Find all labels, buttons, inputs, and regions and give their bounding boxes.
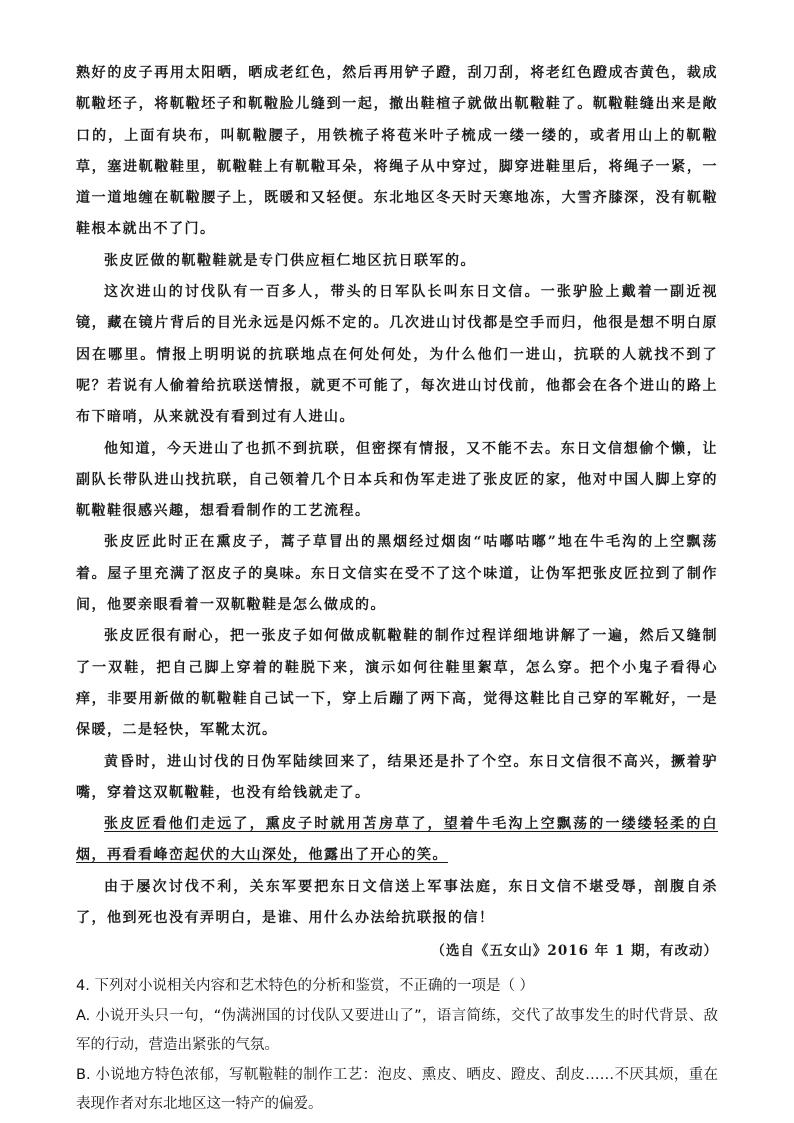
- source-citation: （选自《五女山》2016 年 1 期，有改动）: [431, 943, 718, 960]
- story-paragraph: 这次进山的讨伐队有一百多人，带头的日军队长叫东日文信。一张驴脸上戴着一副近视镜，藏在镜片背后的目光永远是闪烁不定的。几次进山讨伐都是空手而归，他很是想不明白原因在哪里。情报上明明说的抗联地点在何处何处，为什么他们一进山，抗联的人就找不到了呢？若说有人偷着给抗联送情报，就更不可能了，每次进山讨伐前，他都会在各个进山的路上布下暗哨，从来就没有看到过有人进山。: [76, 284, 718, 426]
- story-paragraph: 他知道，今天进山了也抓不到抗联，但密探有情报，又不能不去。东日文信想偷个懒，让副队长带队进山找抗联，自己领着几个日本兵和伪军走进了张皮匠的家，他对中国人脚上穿的靰鞡鞋很感兴趣，想看看制作的工艺流程。: [76, 440, 718, 520]
- story-paragraph: 由于屡次讨伐不利，关东军要把东日文信送上军事法庭，东日文信不堪受辱，剖腹自杀了，他到死也没有弄明白，是谁、用什么办法给抗联报的信！: [76, 878, 718, 927]
- question-option-a: A. 小说开头只一句，“伪满洲国的讨伐队又要进山了”，语言简练，交代了故事发生的时代背景、敌军的行动，营造出紧张的气氛。: [76, 1007, 718, 1054]
- question-stem: 4. 下列对小说相关内容和艺术特色的分析和鉴赏，不正确的一项是（ ）: [76, 978, 535, 995]
- question-4: [76, 972, 718, 1120]
- question-option-b: B. 小说地方特色浓郁，写靰鞡鞋的制作工艺：泡皮、熏皮、晒皮、蹬皮、刮皮……不厌其烦，重在表现作者对东北地区这一特产的偏爱。: [76, 1066, 718, 1113]
- story-paragraph: 张皮匠很有耐心，把一张皮子如何做成靰鞡鞋的制作过程详细地讲解了一遍，然后又缝制了一双鞋，把自己脚上穿着的鞋脱下来，演示如何往鞋里絮草，怎么穿。把个小鬼子看得心痒，非要用新做的靰鞡鞋自己试一下，穿上后蹦了两下高，觉得这鞋比自己穿的军靴好，一是保暖，二是轻快，军靴太沉。: [76, 628, 718, 739]
- story-paragraph-underlined: [76, 809, 718, 872]
- story-paragraph: 张皮匠此时正在熏皮子，蒿子草冒出的黑烟经过烟囱“咕嘟咕嘟”地在牛毛沟的上空飘荡着。屋子里充满了沤皮子的臭味。东日文信实在受不了这个味道，让伪军把张皮匠拉到了制作间，他要亲眼看着一双靰鞡鞋是怎么做成的。: [76, 534, 718, 614]
- story-excerpt: [76, 58, 718, 934]
- story-paragraph: 熟好的皮子再用太阳晒，晒成老红色，然后再用铲子蹬，刮刀刮，将老红色蹬成杏黄色，裁成靰鞡坯子，将靰鞡坯子和靰鞡脸儿缝到一起，撤出鞋楦子就做出靰鞡鞋了。靰鞡鞋缝出来是敞口的，上面有块布，叫靰鞡腰子，用铁梳子将苞米叶子梳成一缕一缕的，或者用山上的靰鞡草，塞进靰鞡鞋里，靰鞡鞋上有靰鞡耳朵，将绳子从中穿过，脚穿进鞋里后，将绳子一紧，一道一道地缠在靰鞡腰子上，既暖和又轻便。东北地区冬天时天寒地冻，大雪齐膝深，没有靰鞡鞋根本就出不了门。: [76, 65, 718, 238]
- underlined-passage: 张皮匠看他们走远了，熏皮子时就用苫房草了，望着牛毛沟上空飘荡的一缕缕轻柔的白烟，再看看峰峦起伏的大山深处，他露出了开心的笑。: [76, 816, 718, 864]
- story-paragraph: 黄昏时，进山讨伐的日伪军陆续回来了，结果还是扑了个空。东日文信很不高兴，撅着驴嘴，穿着这双靰鞡鞋，也没有给钱就走了。: [76, 753, 718, 801]
- story-paragraph: 张皮匠做的靰鞡鞋就是专门供应桓仁地区抗日联军的。: [104, 252, 476, 269]
